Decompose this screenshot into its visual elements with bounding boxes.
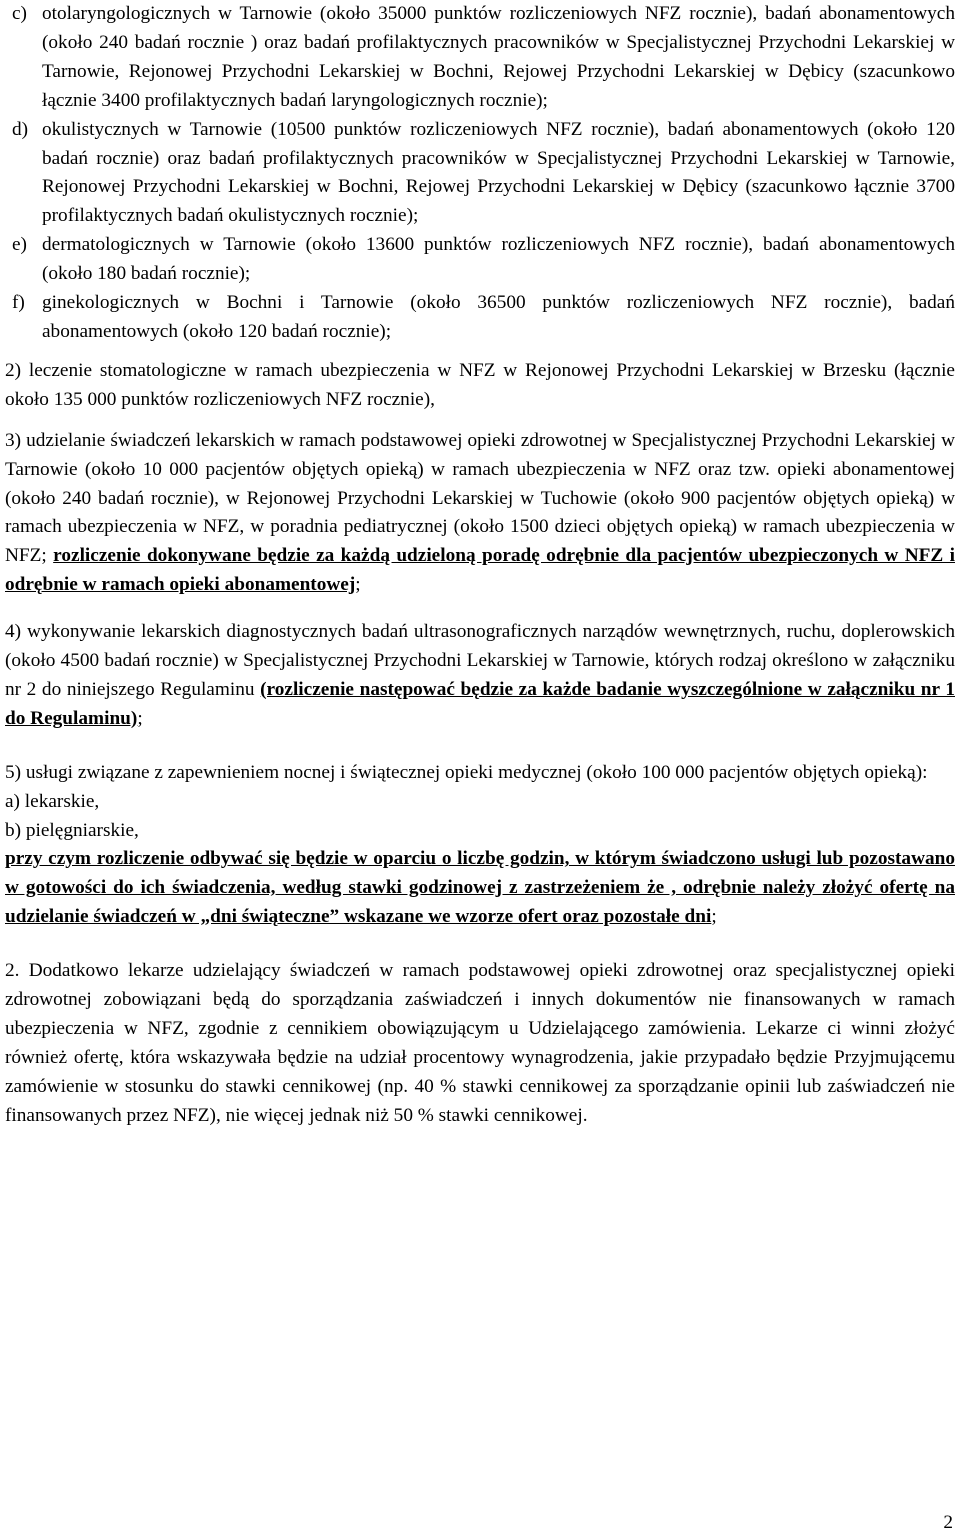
point-5-sub-a	[5, 788, 955, 817]
list-item-e	[5, 231, 955, 289]
document-page	[5, 0, 955, 1131]
sub-item-text: b) pielęgniarskie,	[5, 819, 139, 841]
point-5-text: 5) usługi związane z zapewnieniem nocnej i świątecznej opieki medycznej (około 100 000 pacjentów objętych opieką):	[5, 761, 928, 783]
item-label: e)	[12, 234, 27, 256]
point-4-bold-note: (rozliczenie następować będzie za każde badanie wyszczególnione w załączniku nr 1 do Regulaminu)	[5, 678, 955, 729]
item-label: c)	[12, 3, 27, 24]
section-2-text: 2. Dodatkowo lekarze udzielający świadczeń w ramach podstawowej opieki zdrowotnej oraz specjalistycznej opieki zdrowotnej zobowiązani będą do sporządzania zaświadczeń i innych dokumentów nie finansowanych w ramach ubezpieczenia w NFZ, zgodnie z cennikiem obowiązującym u Udzielającego zamówienia. Lekarze ci winni złożyć również ofertę, która wskazywała będzie na udział procentowy wynagrodzenia, jakie przypadało będzie Przyjmującemu zamówienie w stosunku do stawki cennikowej (np. 40 % stawki cennikowej za sporządzanie opinii lub zaświadczeń nie finansowanych przez NFZ), nie więcej jednak niż 50 % stawki cennikowej.	[5, 960, 955, 1126]
list-item-d	[5, 116, 955, 232]
section-2-paragraph	[5, 957, 955, 1130]
item-text: otolaryngologicznych w Tarnowie (około 35000 punktów rozliczeniowych NFZ rocznie), badań abonamentowych (około 240 badań rocznie ) oraz badań profilaktycznych pracowników w Specjalistycznej Przychodni Lekarskiej w Tarnowie, Rejonowej Przychodni Lekarskiej w Bochni, Rejowej Przychodni Lekarskiej w Dębicy (szacunkowo łącznie 3400 profilaktycznych badań laryngologicznych rocznie);	[42, 3, 955, 111]
list-item-f	[5, 289, 955, 347]
item-text: ginekologicznych w Bochni i Tarnowie (około 36500 punktów rozliczeniowych NFZ rocznie), badań abonamentowych (około 120 badań rocznie);	[42, 292, 955, 342]
item-text: dermatologicznych w Tarnowie (około 13600 punktów rozliczeniowych NFZ rocznie), badań abonamentowych (około 180 badań rocznie);	[42, 234, 955, 285]
point-2-text: 2) leczenie stomatologiczne w ramach ubezpieczenia w NFZ w Rejonowej Przychodni Lekarskiej w Brzesku (łącznie około 135 000 punktów rozliczeniowych NFZ rocznie),	[5, 359, 955, 410]
point-5-intro	[5, 759, 955, 788]
item-text: okulistycznych w Tarnowie (10500 punktów rozliczeniowych NFZ rocznie), badań abonamentowych (około 120 badań rocznie) oraz badań profilaktycznych pracowników w Specjalistycznej Przychodni Lekarskiej w Tarnowie, Rejonowej Przychodni Lekarskiej w Bochni, Rejowej Przychodni Lekarskiej w Dębicy (szacunkowo łącznie 3700 profilaktycznych badań okulistycznych rocznie);	[42, 118, 955, 227]
point-4-paragraph	[5, 618, 955, 734]
point-5-bold-paragraph	[5, 845, 955, 932]
list-item-c	[5, 0, 955, 116]
point-2-paragraph	[5, 357, 955, 415]
point-5-bold-note: przy czym rozliczenie odbywać się będzie w oparciu o liczbę godzin, w którym świadczono usługi lub pozostawano w gotowości do ich świadczenia, według stawki godzinowej z zastrzeżeniem że , odrębnie należy złożyć ofertę na udzielanie świadczeń w „dni świąteczne” wskazane we wzorze ofert oraz pozostałe dni	[5, 848, 955, 928]
point-3-text: 3) udzielanie świadczeń lekarskich w ramach podstawowej opieki zdrowotnej w Specjalistycznej Przychodni Lekarskiej w Tarnowie (około 10 000 pacjentów objętych opieką) w ramach ubezpieczenia w NFZ oraz tzw. opieki abonamentowej (około 240 badań rocznie), w Rejonowej Przychodni Lekarskiej w Tuchowie (około 900 pacjentów objętych opieką) w ramach ubezpieczenia w NFZ, w poradnia pediatrycznej (około 1500 dzieci objętych opieką) w ramach ubezpieczenia w NFZ;	[5, 429, 955, 567]
point-3-paragraph	[5, 427, 955, 600]
point-4-tail: ;	[137, 707, 143, 729]
page-number: 2	[943, 1512, 953, 1533]
point-5-tail: ;	[711, 906, 717, 928]
item-label: d)	[12, 118, 29, 140]
point-4-text: 4) wykonywanie lekarskich diagnostycznych badań ultrasonograficznych narządów wewnętrznych, ruchu, doplerowskich (około 4500 badań rocznie) w Specjalistycznej Przychodni Lekarskiej w Tarnowie, których rodzaj określono w załączniku nr 2 do niniejszego Regulaminu	[5, 621, 955, 700]
point-3-bold-note: rozliczenie dokonywane będzie za każdą udzieloną poradę odrębnie dla pacjentów ubezpieczonych w NFZ i odrębnie w ramach opieki abonamentowej	[5, 545, 955, 596]
point-5-sub-b	[5, 817, 955, 846]
item-label: f)	[12, 292, 25, 314]
sub-item-text: a) lekarskie,	[5, 790, 100, 812]
point-3-tail: ;	[355, 574, 361, 596]
